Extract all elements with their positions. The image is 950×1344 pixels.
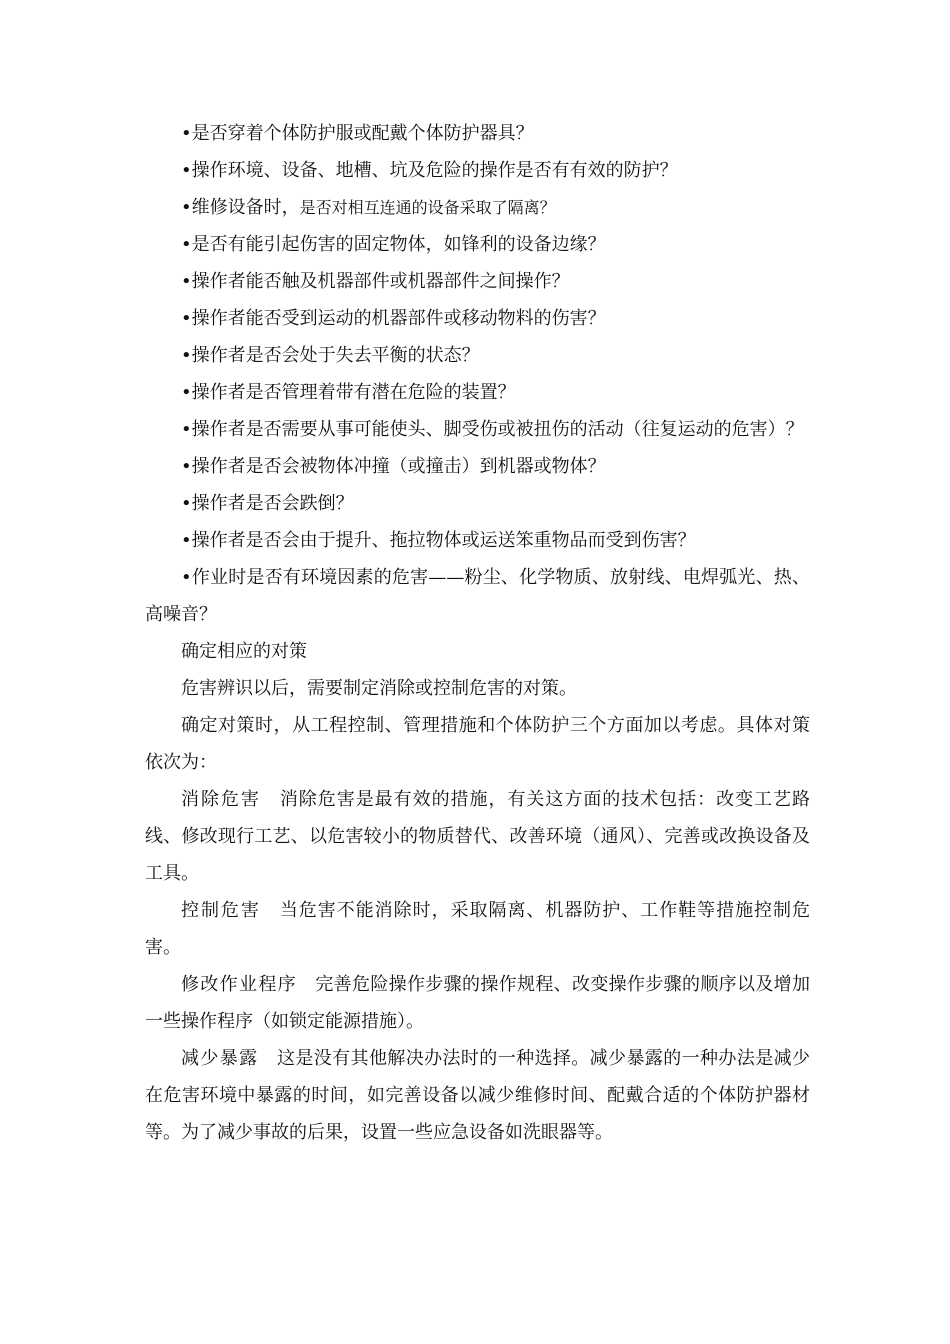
- checklist-item: [145, 189, 810, 226]
- measure-text: 完善危险操作步骤的操作规程、改变操作步骤的顺序以及增加一些操作程序（如锁定能源措施）。: [145, 974, 810, 1032]
- checklist-item: •操作者是否会处于失去平衡的状态？: [181, 345, 480, 366]
- measure-text: 这是没有其他解决办法时的一种选择。减少暴露的一种办法是减少在危害环境中暴露的时间，如完善设备以减少维修时间、配戴合适的个体防护器材等。为了减少事故的后果，设置一些应急设备如洗眼器等。: [145, 1048, 810, 1143]
- measure-term: 消除危害: [181, 789, 261, 810]
- checklist-item: •是否穿着个体防护服或配戴个体防护器具？: [181, 123, 534, 144]
- paragraph: 确定对策时，从工程控制、管理措施和个体防护三个方面加以考虑。具体对策依次为：: [145, 715, 810, 773]
- measure-text: 消除危害是最有效的措施，有关这方面的技术包括：改变工艺路线、修改现行工艺、以危害较小的物质替代、改善环境（通风）、完善或改换设备及工具。: [145, 789, 810, 884]
- checklist-item: •操作者是否会被物体冲撞（或撞击）到机器或物体？: [181, 456, 606, 477]
- measure-paragraph: [145, 892, 810, 966]
- checklist-item: •操作者能否受到运动的机器部件或移动物料的伤害？: [181, 308, 606, 329]
- checklist-item: •是否有能引起伤害的固定物体，如锋利的设备边缘？: [181, 234, 606, 255]
- checklist-item: •操作者能否触及机器部件或机器部件之间操作？: [181, 271, 570, 292]
- checklist-item: •作业时是否有环境因素的危害——粉尘、化学物质、放射线、电焊弧光、热、高噪音？: [145, 567, 810, 625]
- measure-paragraph: [145, 966, 810, 1040]
- paragraph: 危害辨识以后，需要制定消除或控制危害的对策。: [181, 678, 577, 699]
- measure-text: 当危害不能消除时，采取隔离、机器防护、工作鞋等措施控制危害。: [145, 900, 810, 958]
- section-heading: 确定相应的对策: [181, 641, 307, 662]
- measure-term: 减少暴露: [181, 1048, 259, 1069]
- measure-paragraph: [145, 1040, 810, 1151]
- measure-term: 修改作业程序: [181, 974, 297, 995]
- checklist-item: •操作者是否会跌倒？: [181, 493, 354, 514]
- checklist-item: •操作者是否管理着带有潜在危险的装置？: [181, 382, 516, 403]
- checklist-item: •操作环境、设备、地槽、坑及危险的操作是否有有效的防护？: [181, 160, 678, 181]
- checklist-item: •操作者是否会由于提升、拖拉物体或运送笨重物品而受到伤害？: [181, 530, 696, 551]
- checklist-item-small-text: 是否对相互连通的设备采取了隔离？: [299, 198, 556, 217]
- checklist-item: •操作者是否需要从事可能使头、脚受伤或被扭伤的活动（往复运动的危害）？: [181, 419, 804, 440]
- document-body: [145, 115, 810, 1151]
- measure-paragraph: [145, 781, 810, 892]
- measure-term: 控制危害: [181, 900, 261, 921]
- checklist-item-lead: •维修设备时，: [181, 197, 300, 218]
